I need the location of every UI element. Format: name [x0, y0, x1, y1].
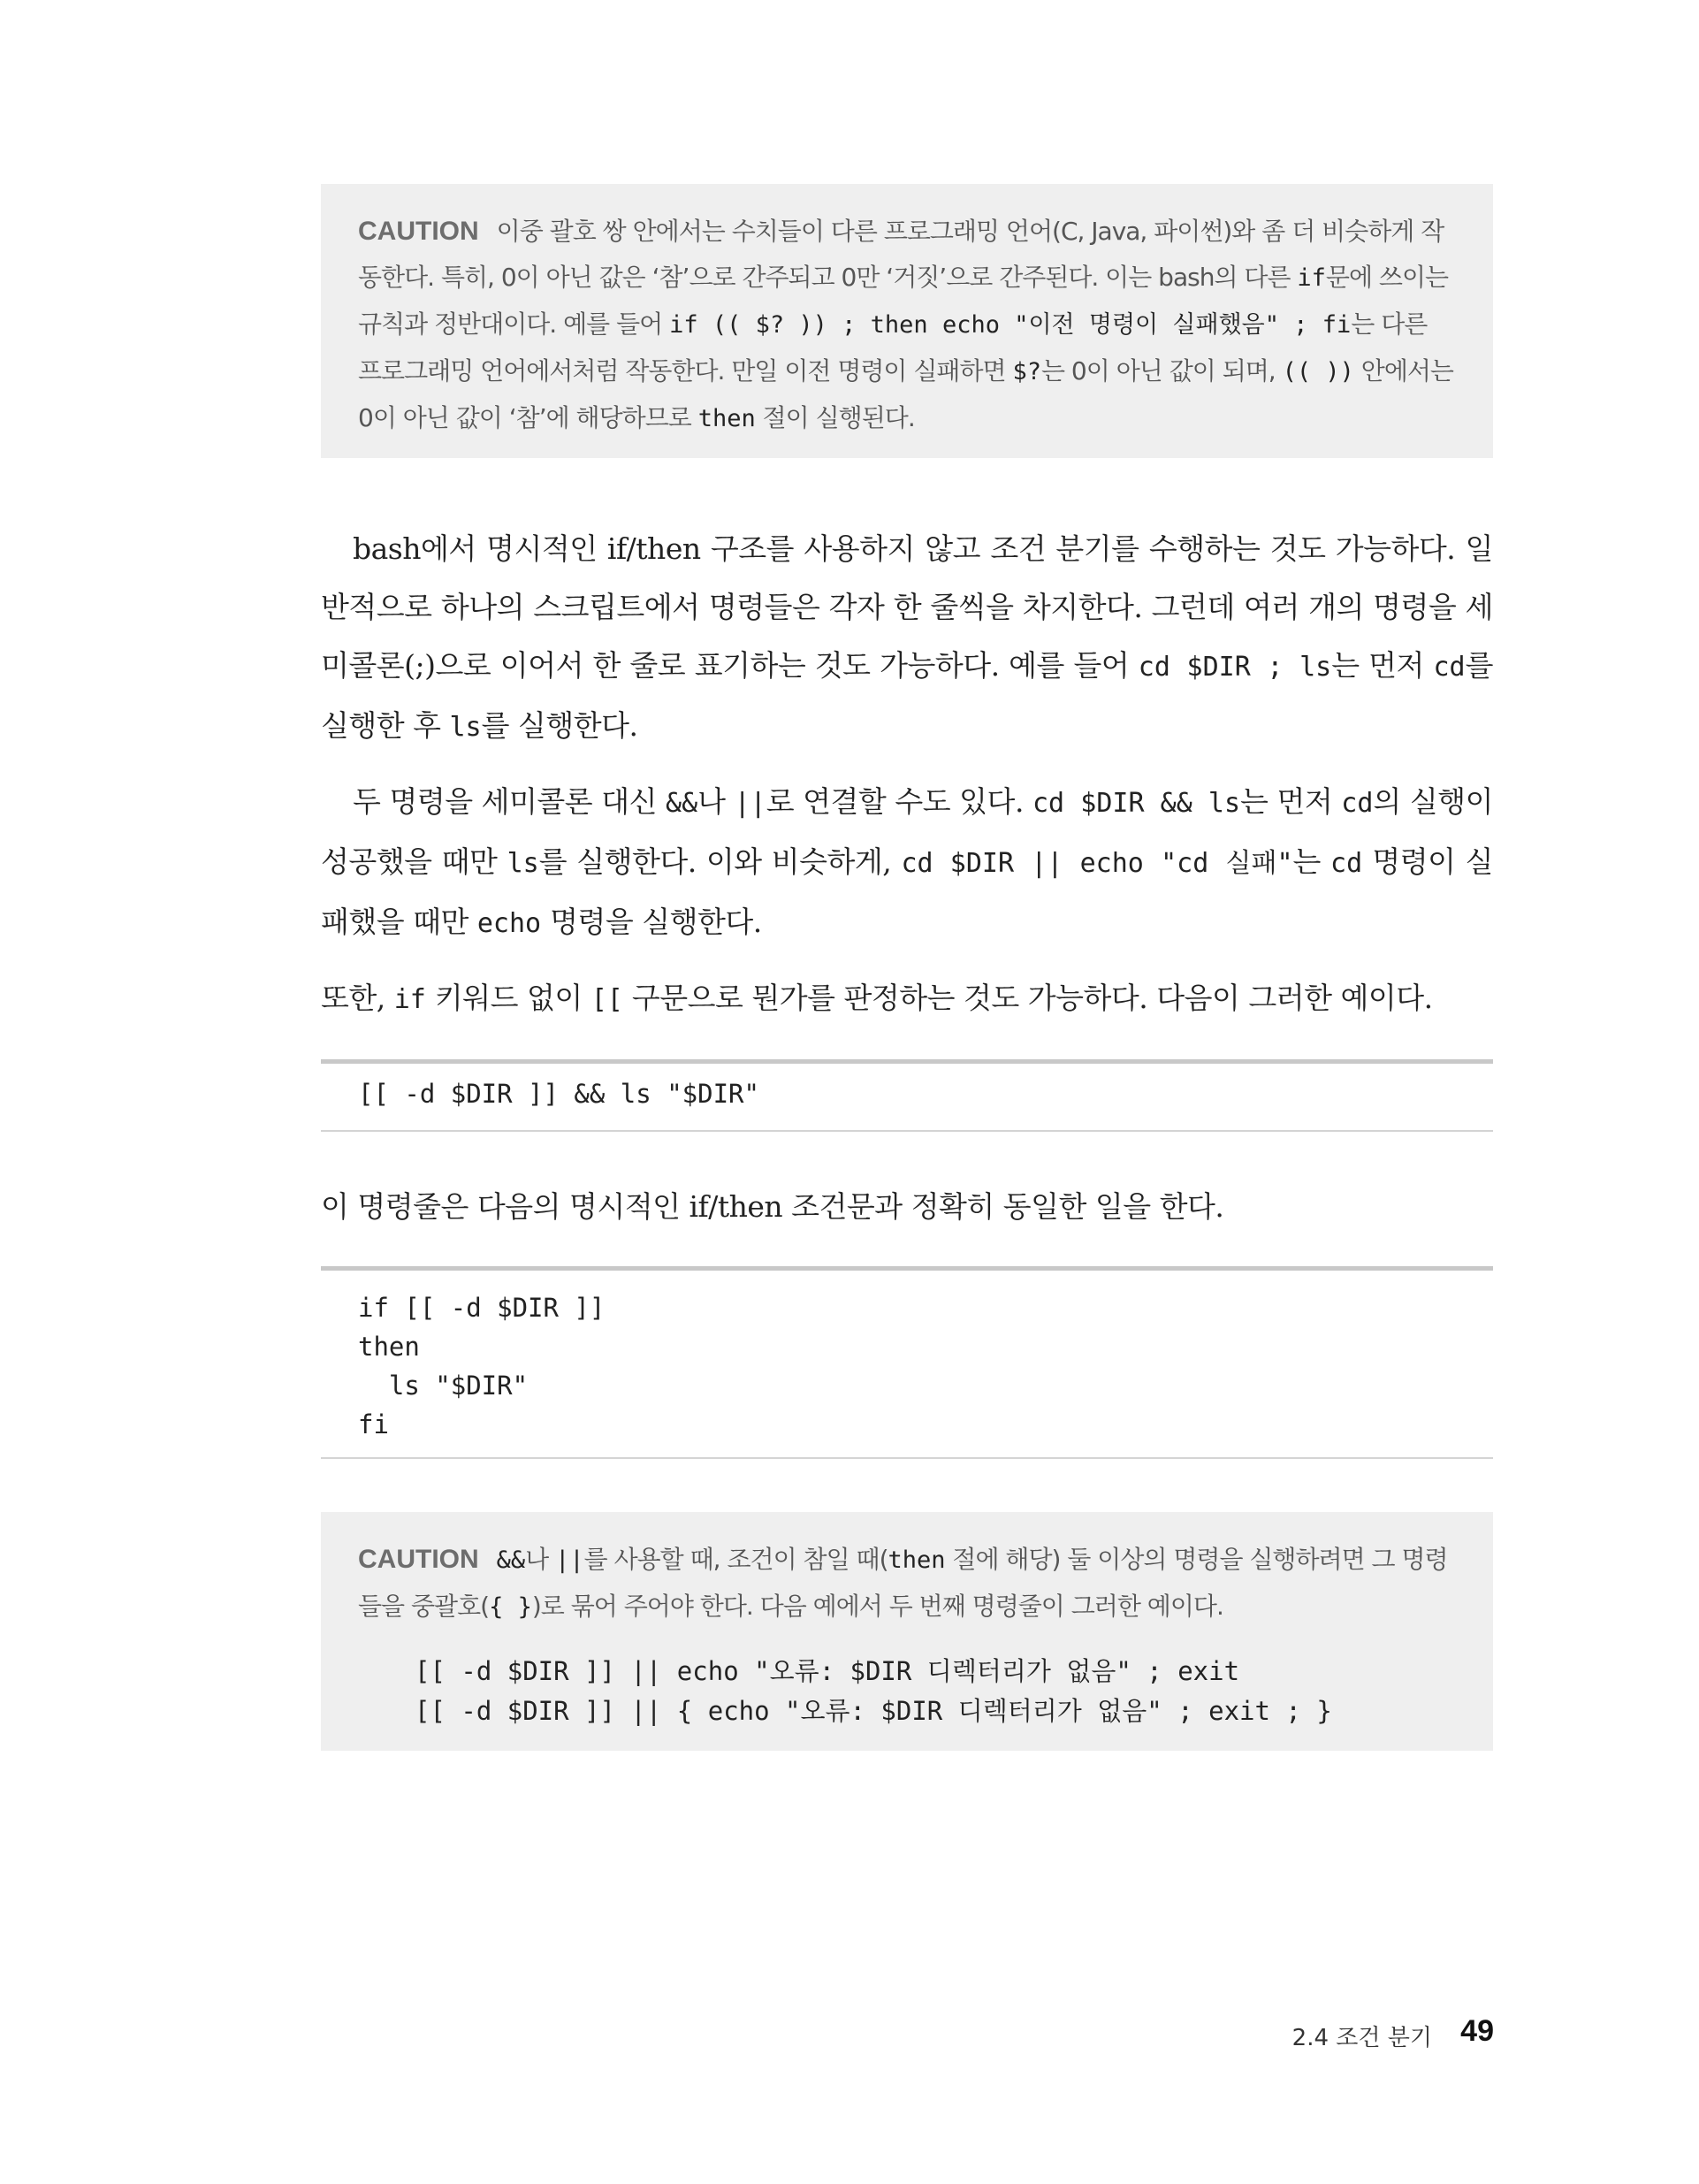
body-paragraph-3 [321, 969, 1493, 1029]
caution-code-example: [[ -d $DIR ]] || echo "오류: $DIR 디렉터리가 없음" ; exit [[ -d $DIR ]] || { echo "오류: $DIR 디렉터리가 없음" ; exit ; } [415, 1656, 1332, 1726]
paragraph-text: 는 [1292, 844, 1331, 879]
inline-code: || [555, 1546, 584, 1574]
caution-text: 나 [525, 1545, 556, 1574]
inline-code: if (( $? )) ; then echo "이전 명령이 실패했음" ; fi [669, 311, 1352, 339]
paragraph-text: 는 먼저 [1331, 648, 1434, 683]
caution-text: 절이 실행된다. [755, 403, 915, 432]
paragraph-text: 구문으로 뭔가를 판정하는 것도 가능하다. 다음이 그러한 예이다. [622, 981, 1433, 1015]
inline-code: if [393, 984, 426, 1015]
running-footer-section: 2.4 조건 분기 [1291, 2025, 1432, 2051]
caution-text: 는 0이 아닌 값이 되며, [1040, 356, 1283, 386]
caution-text: 를 사용할 때, 조건이 참일 때( [583, 1545, 888, 1574]
inline-code: then [888, 1546, 946, 1574]
caution-box-1 [321, 184, 1493, 458]
inline-code: (( )) [1282, 358, 1354, 386]
caution-body [358, 1537, 1456, 1630]
caution-text: 는 다른 프로그래밍 언어에서처럼 작동한다. 만일 이전 명령이 실패하면 [358, 309, 1428, 386]
body-paragraph-4: 이 명령줄은 다음의 명시적인 if/then 조건문과 정확히 동일한 일을 한다. [321, 1189, 1224, 1224]
inline-code: ls [507, 848, 539, 879]
inline-code: cd $DIR || echo "cd 실패" [901, 848, 1293, 879]
paragraph-text: 를 실행한다. 이와 비슷하게, [538, 844, 902, 879]
paragraph-text: 는 먼저 [1240, 784, 1342, 819]
paragraph-text: 두 명령을 세미콜론 대신 [353, 784, 667, 819]
caution-text: 절에 해당) 둘 이상의 명령을 실행하려면 그 명령들을 중괄호( [358, 1545, 1448, 1621]
page-number: 49 [1460, 2014, 1494, 2048]
inline-code: then [697, 405, 756, 432]
paragraph-text: 로 연결할 수도 있다. [766, 784, 1032, 819]
inline-code: cd [1341, 788, 1374, 819]
caution-text: )로 묶어 주어야 한다. 다음 예에서 두 번째 명령줄이 그러한 예이다. [531, 1592, 1223, 1621]
inline-code: cd $DIR ; ls [1138, 652, 1332, 683]
inline-code: && [666, 788, 698, 819]
paragraph-text: 명령이 실패했을 때만 [321, 844, 1493, 939]
paragraph-text: 또한, [321, 981, 394, 1015]
inline-code: cd [1330, 848, 1363, 879]
paragraph-text: 를 실행한 후 [321, 648, 1493, 743]
paragraph-text: 나 [697, 784, 735, 819]
code-block-2: if [[ -d $DIR ]] then ls "$DIR" fi [321, 1266, 1493, 1459]
paragraph-text: 키워드 없이 [425, 981, 591, 1015]
inline-code: if [1297, 264, 1326, 292]
inline-code: ls [449, 712, 482, 743]
paragraph-text: 명령을 실행한다. [541, 905, 762, 939]
inline-code: echo [476, 908, 542, 939]
code-block-1: [[ -d $DIR ]] && ls "$DIR" [321, 1059, 1493, 1132]
caution-box-2 [321, 1512, 1493, 1751]
caution-label: CAUTION [358, 1545, 479, 1574]
inline-code: cd $DIR && ls [1032, 788, 1241, 819]
paragraph-text: 를 실행한다. [481, 708, 638, 743]
paragraph-text: bash에서 명시적인 if/then 구조를 사용하지 않고 조건 분기를 수행하는 것도 가능하다. 일반적으로 하나의 스크립트에서 명령들은 각자 한 줄씩을 차지한다. 그런데 여러 개의 명령을 세미콜론(;)으로 이어서 한 줄로 표기하는 것도 가능하다. 예를 들어 [321, 531, 1493, 683]
inline-code: cd [1433, 652, 1466, 683]
paragraph-text: 의 실행이 성공했을 때만 [321, 784, 1493, 879]
inline-code: || [734, 788, 766, 819]
inline-code: [[ [590, 984, 623, 1015]
caution-text: 이중 괄호 쌍 안에서는 수치들이 다른 프로그래밍 언어(C, Java, 파이썬)와 좀 더 비슷하게 작동한다. 특히, 0이 아닌 값은 ‘참’으로 간주되고 0만 ‘거짓’으로 간주된다. 이는 bash의 다른 [358, 217, 1444, 292]
inline-code: && [496, 1546, 526, 1574]
caution-text: 안에서는 0이 아닌 값이 ‘참’에 해당하므로 [358, 356, 1453, 432]
inline-code: { } [489, 1593, 532, 1621]
body-paragraph-1 [321, 520, 1493, 757]
inline-code: $? [1012, 358, 1041, 386]
body-paragraph-2 [321, 773, 1493, 953]
caution-label: CAUTION [358, 217, 479, 246]
caution-text: 문에 쓰이는 규칙과 정반대이다. 예를 들어 [358, 263, 1449, 339]
